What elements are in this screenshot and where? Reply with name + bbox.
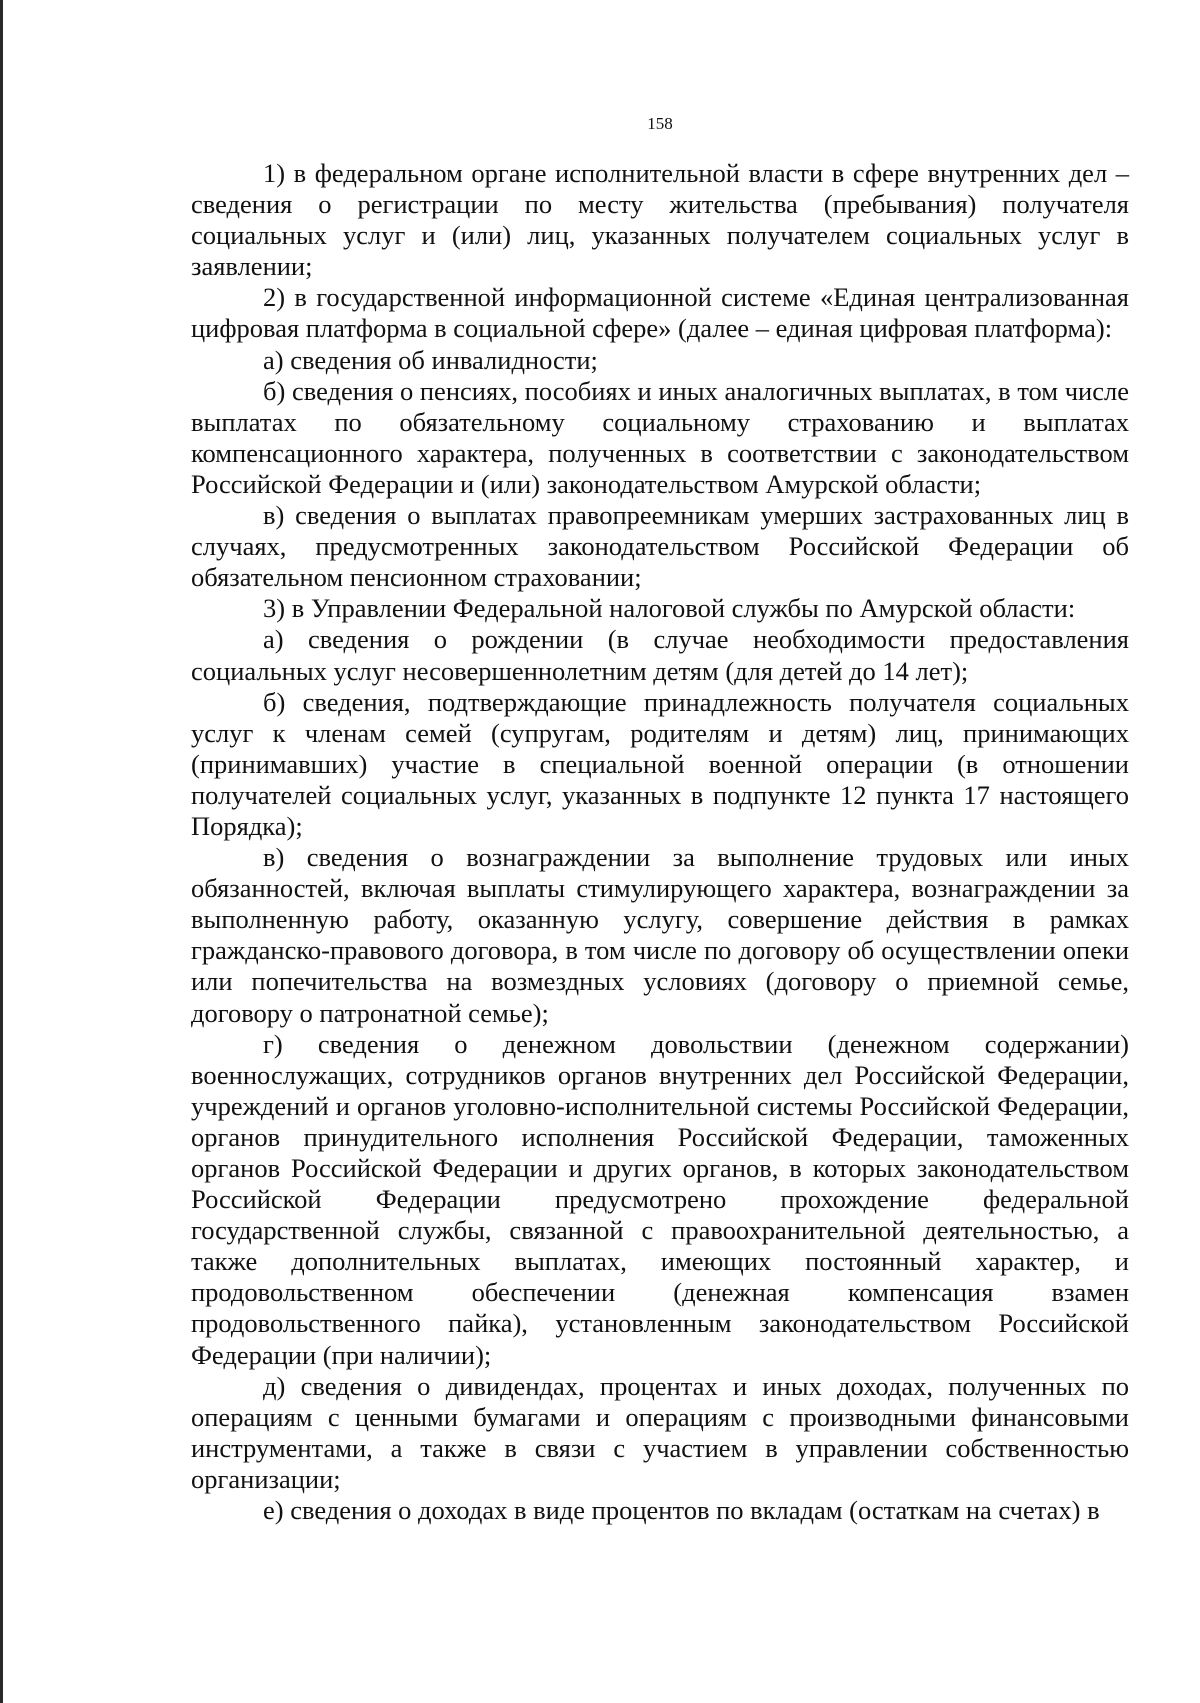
paragraph-2: 2) в государственной информационной системе «Единая централизованная цифровая платформа в социальной сфере» (далее – единая цифровая платформа): <box>191 282 1129 344</box>
paragraph-2a: а) сведения об инвалидности; <box>263 344 598 375</box>
document-body <box>191 158 1129 1526</box>
paragraph-3v: в) сведения о вознаграждении за выполнение трудовых или иных обязанностей, включая выплаты стимулирующего характера, вознаграждении за выполненную работу, оказанную услугу, совершение действия в рамках гражданско-правового договора, в том числе по договору об осуществлении опеки или попечительства на возмездных условиях (договору о приемной семье, договору о патронатной семье); <box>191 842 1129 1028</box>
paragraph-3d: д) сведения о дивидендах, процентах и иных доходах, полученных по операциям с ценными бумагами и операциям с производными финансовыми инструментами, а также в связи с участием в управлении собственностью организации; <box>191 1370 1129 1494</box>
page-number: 158 <box>647 114 673 133</box>
paragraph-3a: а) сведения о рождении (в случае необходимости предоставления социальных услуг несовершеннолетним детям (для детей до 14 лет); <box>191 624 1129 686</box>
paragraph-1: 1) в федеральном органе исполнительной власти в сфере внутренних дел – сведения о регистрации по месту жительства (пребывания) получателя социальных услуг и (или) лиц, указанных получателем социальных услуг в заявлении; <box>191 158 1129 282</box>
paragraph-3g: г) сведения о денежном довольствии (денежном содержании) военнослужащих, сотрудников органов внутренних дел Российской Федерации, учреждений и органов уголовно-исполнительной системы Российской Федерации, органов принудительного исполнения Российской Федерации, таможенных органов Российской Федерации и других органов, в которых законодательством Российской Федерации предусмотрено прохождение федеральной государственной службы, связанной с правоохранительной деятельностью, а также дополнительных выплатах, имеющих постоянный характер, и продовольственном обеспечении (денежная компенсация взамен продовольственного пайка), установленным законодательством Российской Федерации (при наличии); <box>191 1028 1129 1370</box>
paragraph-2b: б) сведения о пенсиях, пособиях и иных аналогичных выплатах, в том числе выплатах по обязательному социальному страхованию и выплатах компенсационного характера, полученных в соответствии с законодательством Российской Федерации и (или) законодательством Амурской области; <box>191 375 1129 499</box>
scan-left-edge <box>0 0 3 1703</box>
paragraph-3e: е) сведения о доходах в виде процентов по вкладам (остаткам на счетах) в <box>263 1495 1100 1526</box>
paragraph-3b: б) сведения, подтверждающие принадлежность получателя социальных услуг к членам семей (супругам, родителям и детям) лиц, принимающих (принимавших) участие в специальной военной операции (в отношении получателей социальных услуг, указанных в подпункте 12 пункта 17 настоящего Порядка); <box>191 686 1129 841</box>
paragraph-3: 3) в Управлении Федеральной налоговой службы по Амурской области: <box>263 593 1076 624</box>
paragraph-2v: в) сведения о выплатах правопреемникам умерших застрахованных лиц в случаях, предусмотренных законодательством Российской Федерации об обязательном пенсионном страховании; <box>191 500 1129 593</box>
